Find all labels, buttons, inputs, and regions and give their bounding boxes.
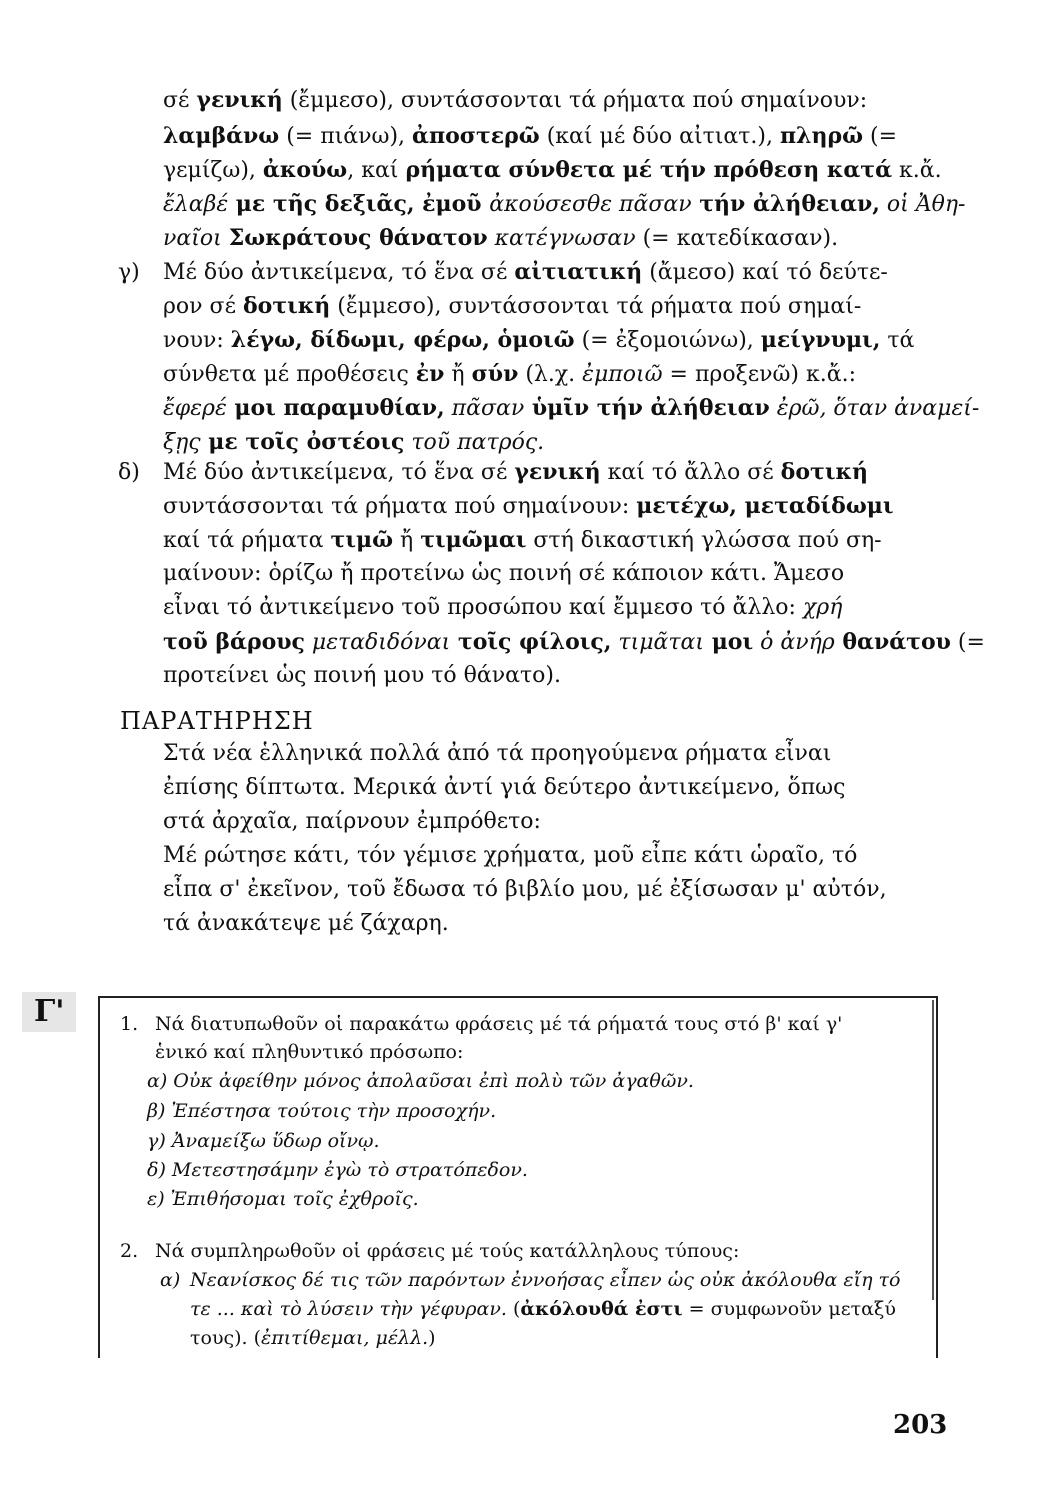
- exercise-line: Νά διατυπωθοῦν οἱ παρακάτω φράσεις μέ τά ρήματά τους στό β' καί γ': [155, 1013, 843, 1035]
- exercise-item: δ) Μετεστησάμην ἐγὼ τὸ στρατόπεδον.: [147, 1159, 528, 1181]
- text-line: σέ γενική (ἔμμεσο), συντάσσονται τά ρήματα πού σημαίνουν:: [163, 87, 868, 113]
- text-line: ξῃς με τοῖς ὀστέοις τοῦ πατρός.: [163, 429, 545, 455]
- section-mark: Γ': [22, 992, 76, 1032]
- exercise-item: α) Οὐκ ἀφείθην μόνος ἀπολαῦσαι ἐπὶ πολὺ τῶν ἀγαθῶν.: [147, 1070, 694, 1092]
- text-line: εἶναι τό ἀντικείμενο τοῦ προσώπου καί ἔμμεσο τό ἄλλο: χρή: [163, 595, 843, 620]
- text-line: λαμβάνω (= πιάνω), ἀποστερῶ (καί μέ δύο αἰτιατ.), πληρῶ (=: [163, 123, 898, 149]
- page-number: 203: [893, 1410, 948, 1440]
- remark-line: στά ἀρχαῖα, παίρνουν ἐμπρόθετο:: [163, 809, 541, 834]
- text-line: Μέ δύο ἀντικείμενα, τό ἕνα σέ αἰτιατική (ἄμεσο) καί τό δεύτε-: [163, 259, 888, 285]
- paragraph-label-g: γ): [118, 260, 140, 285]
- remark-line: ἐπίσης δίπτωτα. Μερικά ἀντί γιά δεύτερο ἀντικείμενο, ὅπως: [163, 775, 846, 800]
- text-line: καί τά ρήματα τιμῶ ἤ τιμῶμαι στή δικαστική γλώσσα πού ση-: [163, 527, 882, 553]
- remark-line: Μέ ρώτησε κάτι, τόν γέμισε χρήματα, μοῦ εἶπε κάτι ὡραῖο, τό: [163, 843, 858, 868]
- text-line: σύνθετα μέ προθέσεις ἐν ἤ σύν (λ.χ. ἐμποιῶ = προξενῶ) κ.ἄ.:: [163, 361, 857, 387]
- exercise-item: γ) Ἀναμείξω ὕδωρ οἴνῳ.: [147, 1130, 380, 1152]
- text-line: ναῖοι Σωκράτους θάνατον κατέγνωσαν (= κατεδίκασαν).: [163, 225, 839, 251]
- text-line: ρον σέ δοτική (ἔμμεσο), συντάσσονται τά ρήματα πού σημαί-: [163, 293, 862, 319]
- text-line: νουν: λέγω, δίδωμι, φέρω, ὁμοιῶ (= ἐξομοιώνω), μείγνυμι, τά: [163, 327, 915, 353]
- paragraph-label-d: δ): [118, 460, 140, 485]
- exercise-item: ε) Ἐπιθήσομαι τοῖς ἐχθροῖς.: [147, 1188, 419, 1210]
- exercise-line: Νά συμπληρωθοῦν οἱ φράσεις μέ τούς κατάλληλους τύπους:: [155, 1240, 740, 1262]
- exercise-line: ἑνικό καί πληθυντικό πρόσωπο:: [155, 1041, 464, 1063]
- text-line: γεμίζω), ἀκούω, καί ρήματα σύνθετα μέ τήν πρόθεση κατά κ.ἄ.: [163, 157, 942, 183]
- exercise-item-line: τους). (ἐπιτίθεμαι, μέλλ.): [190, 1327, 436, 1349]
- exercise-item-line: τε ... καὶ τὸ λύσειν τὴν γέφυραν. (ἀκόλουθά ἐστι = συμφωνοῦν μεταξύ: [190, 1298, 896, 1320]
- text-line: προτείνει ὡς ποινή μου τό θάνατο).: [163, 663, 561, 688]
- remark-line: εἶπα σ' ἐκεῖνον, τοῦ ἔδωσα τό βιβλίο μου, μέ ἐξίσωσαν μ' αὐτόν,: [163, 877, 887, 902]
- text-line: ἔλαβέ με τῆς δεξιᾶς, ἐμοῦ ἀκούσεσθε πᾶσαν τήν ἀλήθειαν, οἱ Ἀθη-: [163, 191, 966, 217]
- exercise-item-line: Νεανίσκος δέ τις τῶν παρόντων ἐννοήσας εἶπεν ὡς οὐκ ἀκόλουθα εἴη τό: [190, 1269, 901, 1291]
- remark-line: τά ἀνακάτεψε μέ ζάχαρη.: [163, 911, 449, 936]
- text-line: συντάσσονται τά ρήματα πού σημαίνουν: μετέχω, μεταδίδωμι: [163, 493, 894, 519]
- text-line: Μέ δύο ἀντικείμενα, τό ἕνα σέ γενική καί τό ἄλλο σέ δοτική: [163, 459, 868, 485]
- remark-line: Στά νέα ἑλληνικά πολλά ἀπό τά προηγούμενα ρήματα εἶναι: [163, 741, 832, 766]
- text-line: ἔφερέ μοι παραμυθίαν, πᾶσαν ὑμῖν τήν ἀλήθειαν ἐρῶ, ὅταν ἀναμεί-: [163, 395, 980, 421]
- remark-heading: ΠΑΡΑΤΗΡΗΣΗ: [120, 707, 314, 735]
- exercise-number: 2.: [120, 1240, 139, 1262]
- text-line: μαίνουν: ὁρίζω ἤ προτείνω ὡς ποινή σέ κάποιον κάτι. Ἄμεσο: [163, 561, 845, 586]
- exercise-number: 1.: [120, 1013, 139, 1035]
- exercise-item-label: α): [160, 1269, 181, 1291]
- text-line: τοῦ βάρους μεταδιδόναι τοῖς φίλοις, τιμᾶται μοι ὁ ἀνήρ θανάτου (=: [163, 629, 985, 655]
- box-edge: [932, 1000, 934, 1300]
- exercise-item: β) Ἐπέστησα τούτοις τὴν προσοχήν.: [147, 1100, 497, 1122]
